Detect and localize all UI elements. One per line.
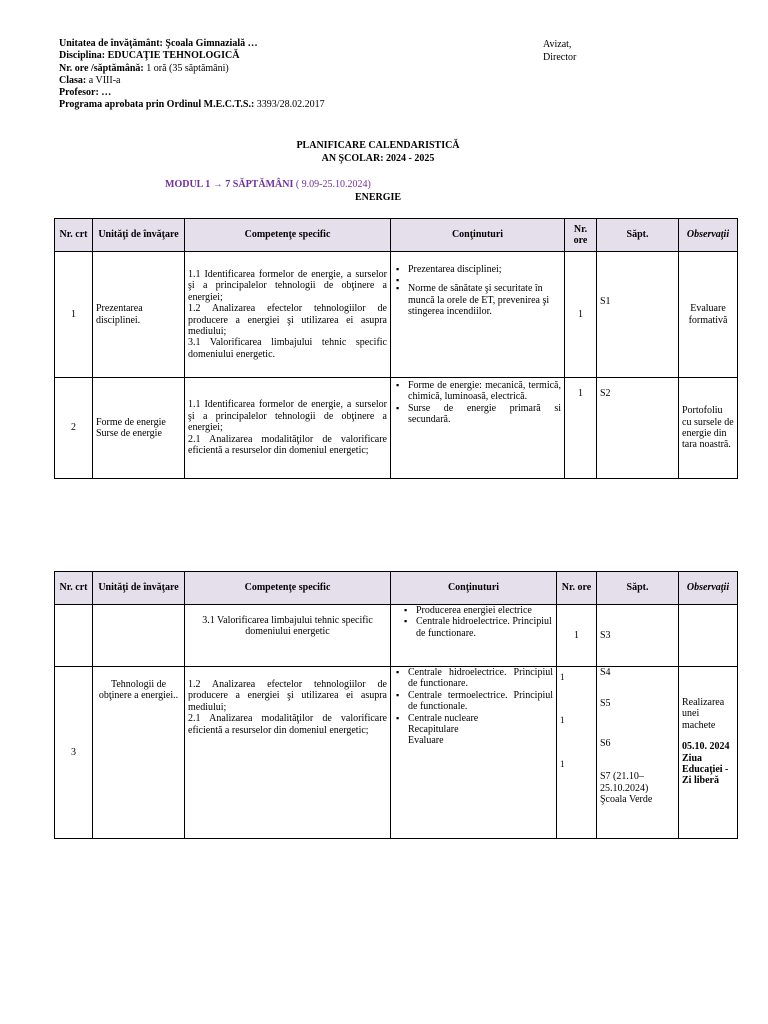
planning-table-1 (54, 218, 738, 479)
disciplina-value: EDUCAŢIE TEHNOLOGICĂ (107, 50, 240, 62)
row-competente: 3.1 Valorificarea limbajului tehnic specific domeniului energetic (185, 605, 391, 667)
col-unitati: Unităţi de învăţare (93, 572, 185, 605)
col-competente: Competenţe specific (185, 219, 391, 252)
table-row (55, 378, 738, 479)
row-continuturi (391, 667, 557, 839)
row-observatii: Realizarea unei machete 05.10. 2024 Ziua Educaţiei -Zi liberă (679, 667, 738, 839)
director-text: Director (543, 52, 577, 63)
list-item: ▪ Norme de sănătate şi securitate în muncă la orele de ET, prevenirea şi stingerea incendiilor. (408, 283, 561, 317)
list-item: ▪ Centrale nucleare (408, 713, 553, 724)
list-item: ▪ Centrale hidroelectrice. Principiul de functionare. (416, 616, 553, 639)
row-nr: 1 (55, 252, 93, 378)
row-nr (55, 605, 93, 667)
recap-text: Recapitulare (408, 724, 459, 736)
programa-value: 3393/28.02.2017 (256, 99, 325, 111)
row-unitate (93, 605, 185, 667)
document-title: PLANIFICARE CALENDARISTICĂ (296, 140, 460, 151)
row-nr: 2 (55, 378, 93, 479)
col-observatii: Observaţii (679, 572, 738, 605)
row-ore: 1 (565, 252, 597, 378)
arrow-icon: → (212, 179, 223, 190)
row-observatii: Portofoliu cu sursele de energie din tara noastră. (679, 378, 738, 479)
col-continuturi: Conţinuturi (391, 219, 565, 252)
ore-label: Nr. ore /săptămână: (59, 62, 144, 74)
row-competente: 1.1 Identificarea formelor de energie, a surselor şi a principalelor tehnologii de obţinere a energiei; 2.1 Analizarea modalităţilor de valorificare eficientă a resurselor din domeniul energetic; (185, 378, 391, 479)
school-year: AN ŞCOLAR: 2024 - 2025 (321, 153, 435, 164)
row-unitate: Forme de energie Surse de energie (93, 378, 185, 479)
list-item: ▪ Centrale termoelectrice. Principiul de functionale. (408, 690, 553, 713)
list-item: ▪ Surse de energie primară si secundară. (408, 403, 561, 426)
row-competente: 1.1 Identificarea formelor de energie, a surselor şi a principalelor tehnologii de obţinere a energiei; 1.2 Analizarea efectelor tehnologiilor de producere a energiei şi utilizarea ei asupra mediului; 3.1 Valorificarea limbajului tehnic specific domeniului energetic. (185, 252, 391, 378)
row-sapt: S2 (597, 378, 679, 479)
row-unitate: Tehnologii de obţinere a energiei.. (93, 667, 185, 839)
unitatea-label: Unitatea de învăţământ: (59, 38, 163, 49)
row-observatii: Evaluare formativă (679, 252, 738, 378)
list-item: ▪ Forme de energie: mecanică, termică, chimică, luminoasă, electrică. (408, 380, 561, 403)
col-nr: Nr. crt (55, 572, 93, 605)
evaluare-text: Evaluare (408, 735, 444, 747)
planning-table-2 (54, 571, 738, 839)
profesor-label: Profesor: (59, 87, 99, 99)
row-continuturi (391, 252, 565, 378)
ore-value: 1 oră (35 săptămâni) (143, 62, 229, 74)
table-row (55, 605, 738, 667)
profesor-value: … (101, 87, 112, 99)
table-header-row (55, 572, 738, 605)
col-ore: Nr. ore (557, 572, 597, 605)
col-sapt: Săpt. (597, 572, 679, 605)
row-ore: 1 1 1 (557, 667, 597, 839)
col-observatii: Observaţii (679, 219, 738, 252)
module-heading: MODUL 1 → 7 SĂPTĂMÂNI ( 9.09-25.10.2024) (165, 179, 371, 190)
col-continuturi: Conţinuturi (391, 572, 557, 605)
col-unitati: Unităţi de învăţare (93, 219, 185, 252)
module-name: ENERGIE (354, 192, 402, 203)
table-header-row (55, 219, 738, 252)
row-ore: 1 (565, 378, 597, 479)
row-unitate: Prezentarea disciplinei. (93, 252, 185, 378)
col-nr: Nr. crt (55, 219, 93, 252)
module-dates: ( 9.09-25.10.2024) (293, 179, 371, 190)
table-row (55, 667, 738, 839)
approval-block (543, 38, 576, 64)
row-sapt: S4 S5 S6 S7 (21.10–25.10.2024) Şcoala Verde (597, 667, 679, 839)
list-item: ▪ Prezentarea disciplinei; (408, 264, 561, 275)
row-continuturi (391, 378, 565, 479)
list-item: ▪ Producerea energiei electrice (416, 605, 553, 616)
avizat-text: Avizat, (543, 39, 572, 50)
row-continuturi (391, 605, 557, 667)
clasa-value: a VIII-a (88, 74, 121, 86)
row-ore: 1 (557, 605, 597, 667)
col-sapt: Săpt. (597, 219, 679, 252)
clasa-label: Clasa: (59, 74, 87, 86)
unitatea-value: Şcoala Gimnazială … (165, 38, 258, 49)
document-header (59, 38, 325, 112)
row-nr: 3 (55, 667, 93, 839)
row-competente: 1.2 Analizarea efectelor tehnologiilor de producere a energiei şi utilizarea ei asupra mediului; 2.1 Analizarea modalităţilor de valorificare eficientă a resurselor din domeniul energetic; (185, 667, 391, 839)
col-competente: Competenţe specific (185, 572, 391, 605)
row-sapt: S1 (597, 252, 679, 378)
table-row (55, 252, 738, 378)
row-sapt: S3 (597, 605, 679, 667)
row-observatii (679, 605, 738, 667)
list-item: ▪ Centrale hidroelectrice. Principiul de functionare. (408, 667, 553, 690)
col-ore: Nr. ore (565, 219, 597, 252)
disciplina-label: Disciplina: (59, 50, 106, 62)
programa-label: Programa aprobata prin Ordinul M.E.C.T.S.: (59, 99, 255, 111)
